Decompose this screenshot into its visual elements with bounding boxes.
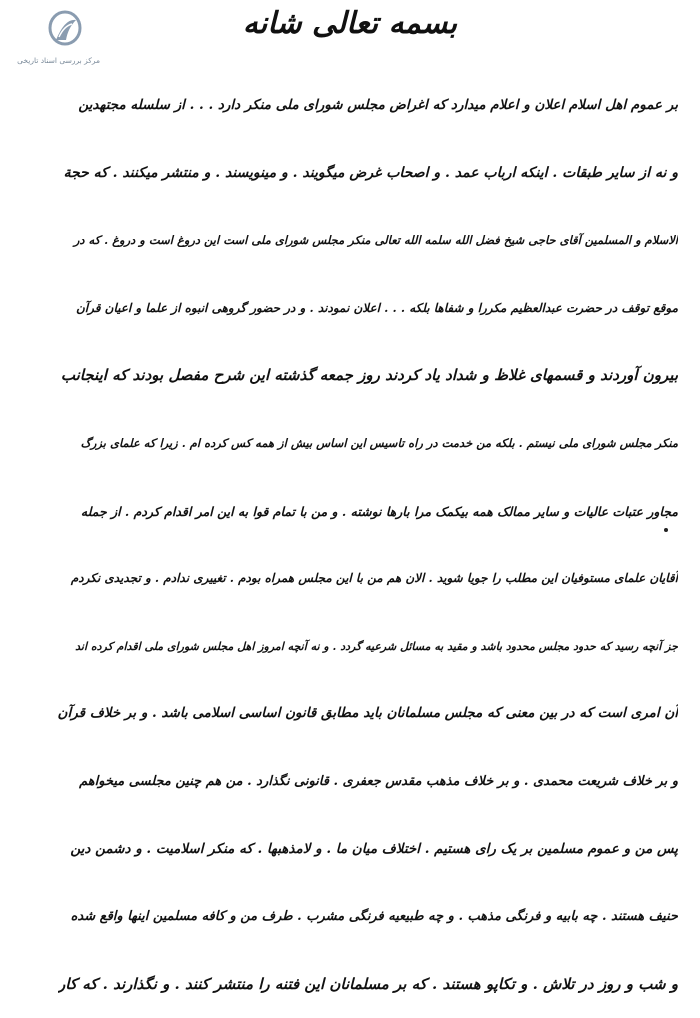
document-heading: بسمه تعالی شانه <box>242 6 458 41</box>
text-line: پس من و عموم مسلمین بر یک رای هستیم . اختلاف میان ما . و لامذهبها . که منکر اسلامیت . و دشمن دین <box>70 840 678 857</box>
archive-caption: مرکز بررسی اسناد تاریخی <box>17 56 100 65</box>
text-line: و بر خلاف شریعت محمدی . و بر خلاف مذهب مقدس جعفری . قانونی نگذارد . من هم چنین مجلسی میخواهم <box>79 773 678 789</box>
text-line: موقع توقف در حضرت عبدالعظیم مکررا و شفاها بلکه . . . اعلان نمودند . و در حضور گروهی انبوه از علما و اعیان قرآن <box>75 300 678 315</box>
text-line: بیرون آوردند و قسمهای غلاظ و شداد یاد کردند روز جمعه گذشته این شرح مفصل بودند که اینجانب <box>60 366 678 385</box>
ink-dot <box>664 528 668 532</box>
text-line: بر عموم اهل اسلام اعلان و اعلام میدارد که اغراض مجلس شورای ملی منکر دارد . . . از سلسله مجتهدین <box>78 97 678 113</box>
text-line: منکر مجلس شورای ملی نیستم . بلکه من خدمت در راه تاسیس این اساس بیش از همه کس کرده ام . زیرا که علمای بزرگ <box>80 435 678 450</box>
text-line: مجاور عتبات عالیات و سایر ممالک همه بیکمک مرا بارها نوشته . و من با تمام قوا به این امر اقدام کردم . از جمله <box>80 503 678 519</box>
text-line: و نه از سایر طبقات . اینکه ارباب عمد . و اصحاب غرض میگویند . و مینویسند . و منتشر میکنند . که حجة <box>63 164 678 181</box>
document-body <box>58 72 678 1018</box>
text-line: الاسلام و المسلمین آقای حاجی شیخ فضل الله سلمه الله تعالی منکر مجلس شورای ملی است این دروغ است و دروغ . که در <box>73 233 678 248</box>
text-line: آقایان علمای مستوفیان این مطلب را جویا شوید . الان هم من با این مجلس همراه بودم . تغییری ندادم . و تجدیدی نکردم <box>70 571 678 586</box>
text-line: آن امری است که در بین معنی که مجلس مسلمانان باید مطابق قانون اساسی اسلامی باشد . و بر خلاف قرآن <box>58 705 678 722</box>
text-line: حنیف هستند . چه بابیه و فرنگی مذهب . و چه طبیعیه فرنگی مشرب . طرف من و کافه مسلمین اینها واقع شده <box>70 909 678 925</box>
text-line: جز آنچه رسید که حدود مجلس محدود باشد و مقید به مسائل شرعیه گردد . و نه آنچه امروز اهل مجلس شورای ملی اقدام کرده اند <box>75 639 678 653</box>
text-line: و شب و روز در تلاش . و تکاپو هستند . که بر مسلمانان این فتنه را منتشر کنند . و نگذارند . که کار <box>58 974 678 993</box>
